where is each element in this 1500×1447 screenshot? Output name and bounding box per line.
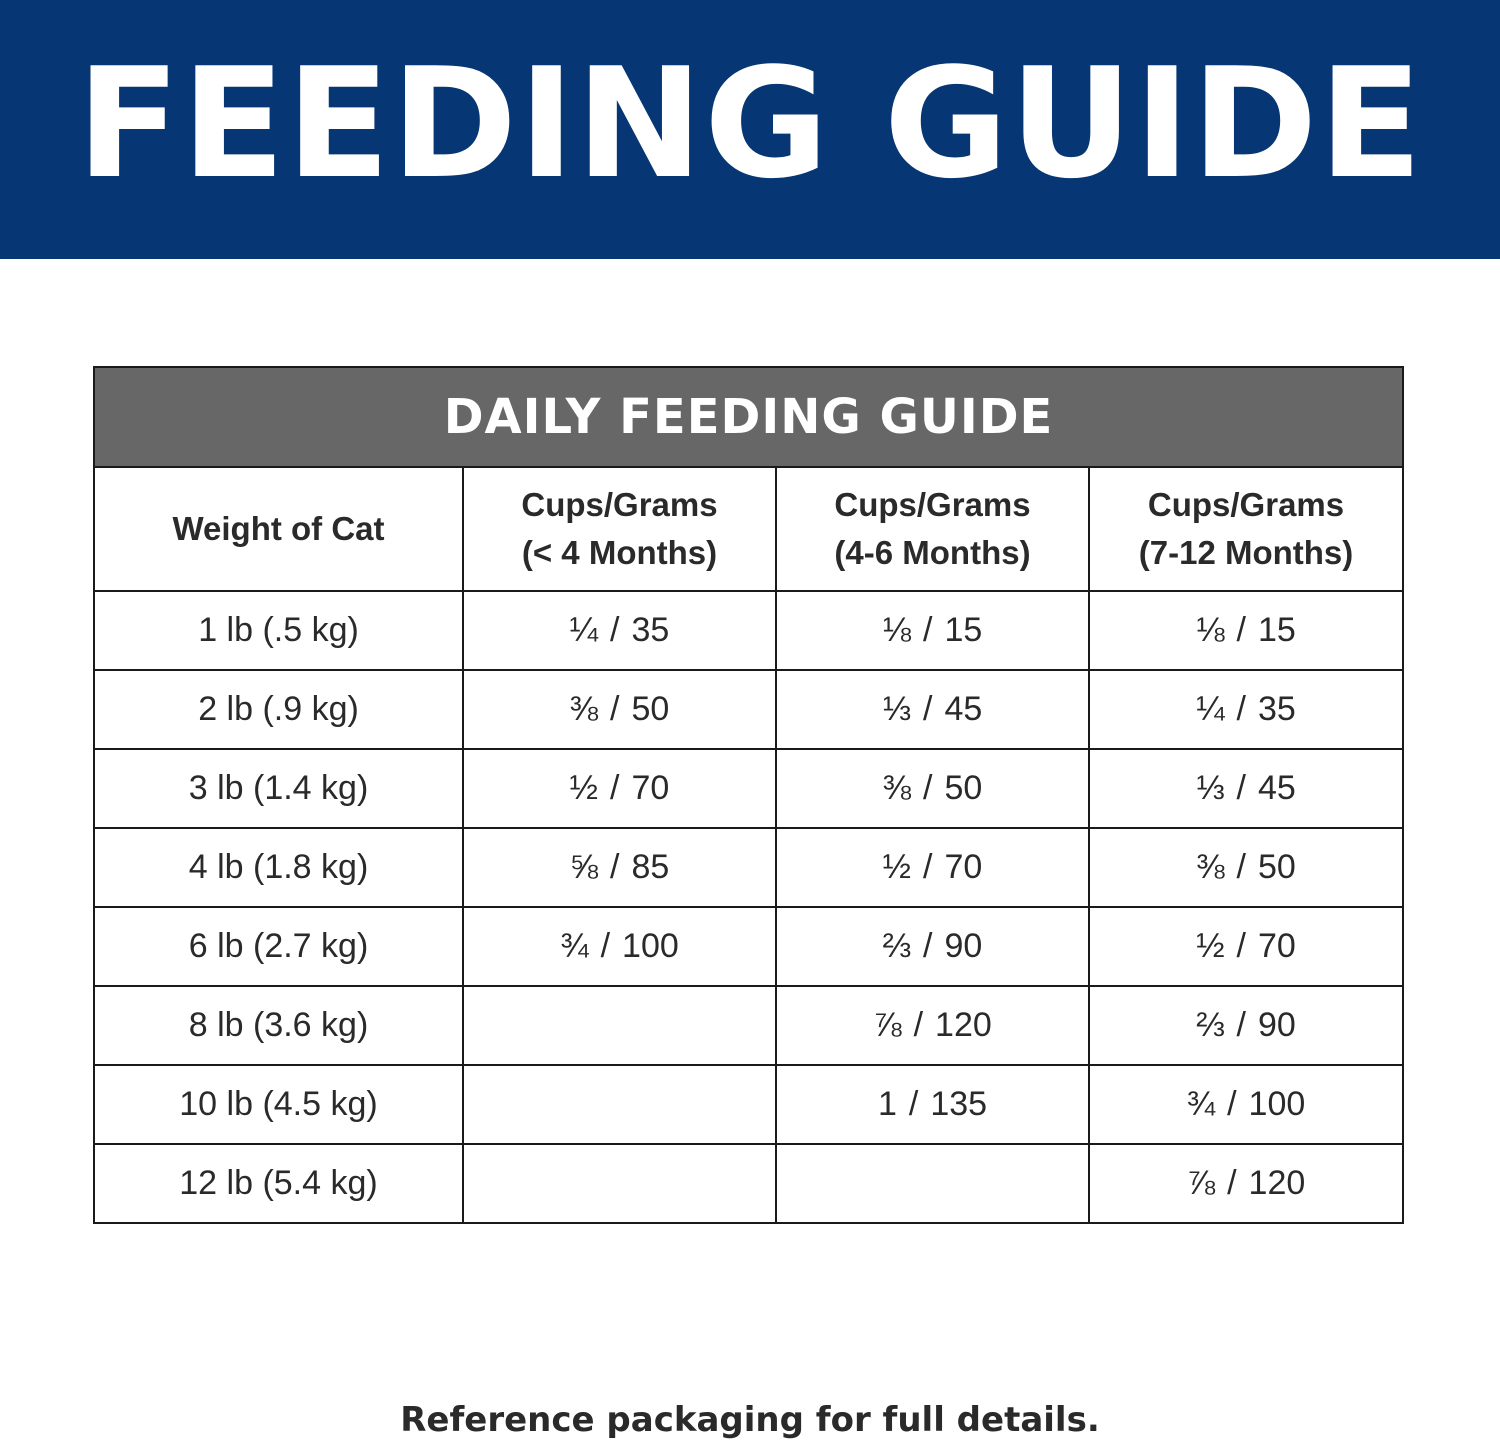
weight-cell: 8 lb (3.6 kg) (94, 986, 463, 1065)
amount-cell (1089, 1144, 1403, 1223)
amount-cell (1089, 670, 1403, 749)
table-row (94, 907, 1403, 986)
table-row (94, 670, 1403, 749)
grams-value: 120 (1248, 1164, 1306, 1202)
cups-grams-separator: / (923, 611, 933, 649)
grams-value: 90 (1258, 1006, 1296, 1044)
cups-value: ⅞ (873, 1006, 902, 1044)
cups-value: ⅞ (1186, 1164, 1216, 1202)
table-row (94, 1065, 1403, 1144)
grams-value: 100 (1248, 1085, 1306, 1123)
amount-cell (776, 591, 1089, 670)
title-banner (0, 0, 1500, 259)
cups-value: ⅛ (882, 611, 912, 649)
table-caption-row (94, 367, 1403, 467)
page-title: FEEDING GUIDE (76, 34, 1424, 212)
cups-value: ⅜ (882, 769, 912, 807)
amount-cell (463, 907, 776, 986)
column-header-7-12-months (1089, 467, 1403, 591)
amount-cell (463, 828, 776, 907)
table-row (94, 749, 1403, 828)
cups-value: ¾ (560, 927, 589, 965)
cups-grams-separator: / (610, 690, 620, 728)
table-header-row (94, 467, 1403, 591)
cups-grams-separator: / (1227, 1164, 1237, 1202)
cups-value: ½ (1196, 927, 1225, 965)
cups-value: ½ (882, 848, 912, 886)
column-header-weight (94, 467, 463, 591)
cups-grams-separator: / (923, 848, 933, 886)
cups-grams-separator: / (1236, 611, 1246, 649)
amount-cell (1089, 1065, 1403, 1144)
column-header-line: (< 4 Months) (521, 534, 718, 571)
amount-cell (463, 986, 776, 1065)
column-header-line: Cups/Grams (521, 486, 718, 524)
amount-cell (776, 986, 1089, 1065)
amount-cell (776, 828, 1089, 907)
table-row (94, 828, 1403, 907)
amount-cell (463, 1144, 776, 1223)
grams-value: 85 (631, 848, 670, 886)
cups-grams-separator: / (923, 690, 933, 728)
cups-grams-separator: / (610, 769, 620, 807)
cups-value: ⅔ (882, 927, 912, 965)
grams-value: 50 (1258, 848, 1296, 886)
grams-value: 45 (1258, 769, 1296, 807)
cups-value: ⅛ (1196, 611, 1225, 649)
grams-value: 35 (631, 611, 670, 649)
weight-cell: 3 lb (1.4 kg) (94, 749, 463, 828)
column-header-line: (4-6 Months) (834, 534, 1031, 571)
grams-value: 70 (944, 848, 983, 886)
grams-value: 70 (631, 769, 670, 807)
cups-value: ⅝ (569, 848, 599, 886)
table-row (94, 986, 1403, 1065)
cups-grams-separator: / (908, 1085, 919, 1123)
amount-cell (776, 1144, 1089, 1223)
grams-value: 50 (631, 690, 670, 728)
grams-value: 135 (930, 1085, 988, 1123)
column-header-under-4-months (463, 467, 776, 591)
cups-value: 1 (877, 1085, 897, 1123)
cups-value: ¼ (569, 611, 599, 649)
cups-grams-separator: / (1236, 690, 1246, 728)
amount-cell (776, 907, 1089, 986)
grams-value: 35 (1258, 690, 1296, 728)
table-row (94, 591, 1403, 670)
cups-grams-separator: / (1236, 927, 1246, 965)
amount-cell (463, 1065, 776, 1144)
column-header-line: (7-12 Months) (1138, 534, 1354, 571)
cups-grams-separator: / (610, 611, 620, 649)
cups-value: ⅓ (882, 690, 912, 728)
grams-value: 90 (944, 927, 983, 965)
cups-value: ⅜ (569, 690, 599, 728)
cups-grams-separator: / (923, 927, 933, 965)
cups-grams-separator: / (1236, 1006, 1246, 1044)
grams-value: 15 (944, 611, 983, 649)
weight-cell: 4 lb (1.8 kg) (94, 828, 463, 907)
column-header-line: Cups/Grams (834, 486, 1031, 524)
cups-grams-separator: / (600, 927, 611, 965)
amount-cell (776, 670, 1089, 749)
cups-value: ⅓ (1196, 769, 1225, 807)
amount-cell (1089, 828, 1403, 907)
amount-cell (463, 749, 776, 828)
weight-cell: 10 lb (4.5 kg) (94, 1065, 463, 1144)
weight-cell: 6 lb (2.7 kg) (94, 907, 463, 986)
cups-value: ⅔ (1196, 1006, 1225, 1044)
cups-grams-separator: / (1236, 848, 1246, 886)
amount-cell (776, 749, 1089, 828)
table-caption: DAILY FEEDING GUIDE (94, 367, 1403, 467)
amount-cell (463, 591, 776, 670)
cups-value: ¾ (1186, 1085, 1216, 1123)
weight-cell: 12 lb (5.4 kg) (94, 1144, 463, 1223)
amount-cell (1089, 591, 1403, 670)
amount-cell (1089, 749, 1403, 828)
cups-value: ⅜ (1196, 848, 1225, 886)
grams-value: 100 (622, 927, 679, 965)
grams-value: 15 (1258, 611, 1296, 649)
cups-grams-separator: / (923, 769, 933, 807)
table-row (94, 1144, 1403, 1223)
amount-cell (1089, 986, 1403, 1065)
amount-cell (776, 1065, 1089, 1144)
cups-grams-separator: / (610, 848, 620, 886)
weight-cell: 1 lb (.5 kg) (94, 591, 463, 670)
cups-grams-separator: / (1227, 1085, 1237, 1123)
weight-cell: 2 lb (.9 kg) (94, 670, 463, 749)
column-header-line: Cups/Grams (1147, 486, 1345, 524)
column-header-line: Weight of Cat (172, 510, 385, 548)
column-header-4-6-months (776, 467, 1089, 591)
table-body (94, 591, 1403, 1223)
grams-value: 70 (1258, 927, 1296, 965)
grams-value: 45 (944, 690, 983, 728)
cups-value: ½ (569, 769, 599, 807)
grams-value: 120 (935, 1006, 992, 1044)
cups-value: ¼ (1196, 690, 1225, 728)
amount-cell (1089, 907, 1403, 986)
feeding-table (93, 366, 1404, 1224)
cups-grams-separator: / (1236, 769, 1246, 807)
amount-cell (463, 670, 776, 749)
grams-value: 50 (944, 769, 983, 807)
cups-grams-separator: / (913, 1006, 924, 1044)
footer-note: Reference packaging for full details. (400, 1400, 1100, 1440)
